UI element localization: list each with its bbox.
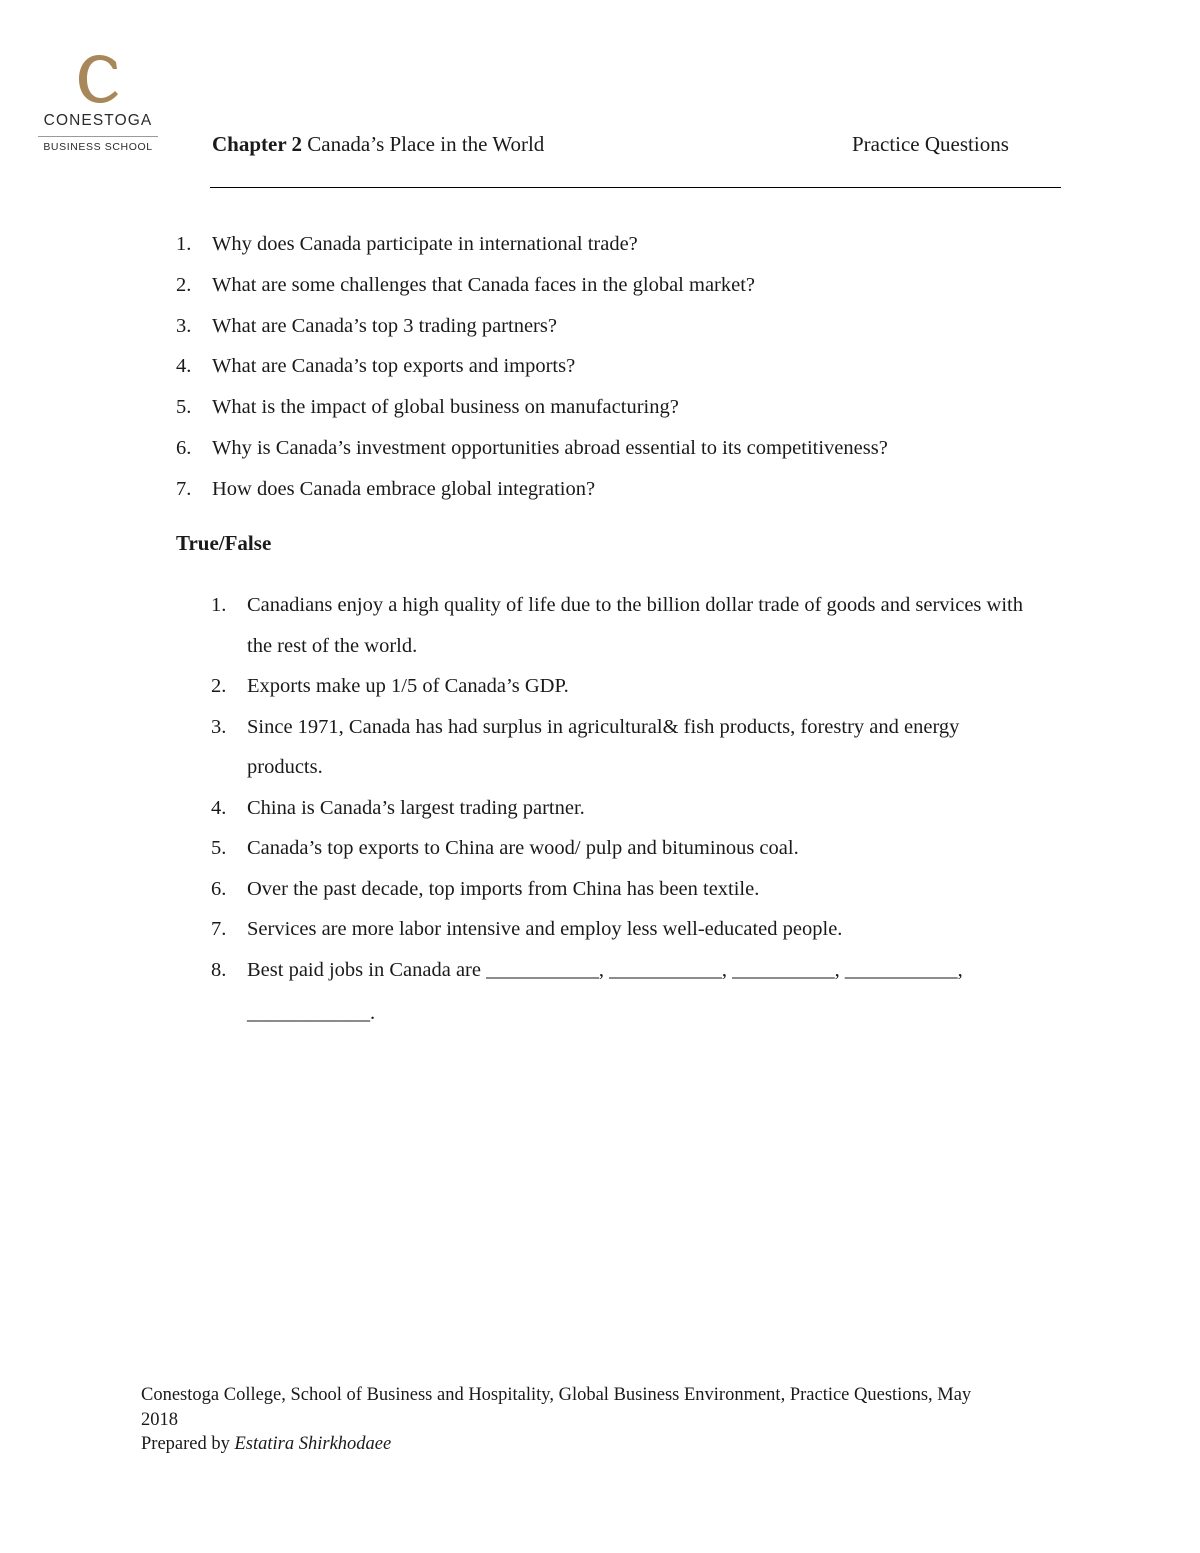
list-item bbox=[211, 909, 1031, 950]
footer-course-info: Conestoga College, School of Business and Hospitality, Global Business Environment, Practice Questions, May 2018 bbox=[141, 1385, 972, 1430]
list-item bbox=[211, 869, 1031, 910]
list-item bbox=[211, 828, 1031, 869]
question-text: How does Canada embrace global integration? bbox=[212, 477, 596, 500]
item-text: Exports make up 1/5 of Canada’s GDP. bbox=[247, 675, 569, 697]
list-item bbox=[176, 392, 888, 433]
item-number: 4. bbox=[211, 796, 227, 819]
header-divider bbox=[210, 187, 1061, 188]
question-number: 6. bbox=[176, 436, 192, 459]
item-number: 7. bbox=[211, 918, 227, 940]
item-number: 1. bbox=[211, 594, 227, 616]
footer-prepared-by bbox=[141, 1432, 1001, 1457]
page-header-title bbox=[212, 132, 544, 157]
item-text: Canada’s top exports to China are wood/ pulp and bituminous coal. bbox=[247, 837, 799, 859]
item-text: Canadians enjoy a high quality of life due to the billion dollar trade of goods and services with the rest of the world. bbox=[247, 594, 1023, 657]
question-number: 1. bbox=[176, 233, 192, 255]
question-number: 2. bbox=[176, 273, 192, 296]
question-text: What are some challenges that Canada faces in the global market? bbox=[212, 273, 756, 296]
fill-in-item bbox=[211, 950, 1031, 1034]
list-item bbox=[176, 433, 888, 474]
list-item bbox=[211, 585, 1031, 666]
chapter-title: Canada’s Place in the World bbox=[307, 132, 545, 156]
item-text: Services are more labor intensive and employ less well-educated people. bbox=[247, 918, 843, 940]
question-text: What are Canada’s top exports and imports? bbox=[212, 355, 576, 378]
question-text: What are Canada’s top 3 trading partners? bbox=[212, 314, 557, 337]
item-number: 8. bbox=[211, 958, 227, 981]
question-number: 3. bbox=[176, 314, 192, 337]
fill-in-blank: ____________. bbox=[247, 1002, 376, 1024]
item-number: 3. bbox=[211, 715, 227, 738]
list-item bbox=[176, 311, 888, 352]
list-item bbox=[211, 788, 1031, 829]
item-text: China is Canada’s largest trading partner. bbox=[247, 796, 585, 819]
chapter-label: Chapter 2 bbox=[212, 132, 303, 156]
list-item bbox=[176, 229, 888, 270]
list-item bbox=[176, 474, 888, 515]
item-number: 6. bbox=[211, 877, 227, 900]
logo-wordmark: CONESTOGA bbox=[43, 112, 153, 129]
list-item bbox=[211, 707, 1031, 788]
list-item bbox=[211, 666, 1031, 707]
list-item bbox=[176, 351, 888, 392]
question-number: 7. bbox=[176, 477, 192, 500]
header-right-label: Practice Questions bbox=[852, 132, 1009, 156]
prepared-by-label: Prepared by bbox=[141, 1434, 230, 1454]
question-text: Why does Canada participate in international trade? bbox=[212, 233, 638, 255]
logo-divider bbox=[38, 136, 158, 137]
fill-in-text: Best paid jobs in Canada are ___________, ___________, __________, ___________, bbox=[247, 958, 963, 981]
question-number: 4. bbox=[176, 355, 192, 378]
list-item bbox=[176, 270, 888, 311]
true-false-list bbox=[211, 585, 1031, 1034]
true-false-heading: True/False bbox=[176, 531, 272, 555]
item-text: Since 1971, Canada has had surplus in agricultural& fish products, forestry and energy products. bbox=[247, 715, 960, 778]
question-text: Why is Canada’s investment opportunities abroad essential to its competitiveness? bbox=[212, 436, 888, 459]
question-number: 5. bbox=[176, 396, 192, 419]
conestoga-c-logo-icon bbox=[76, 54, 122, 104]
logo-subtitle: BUSINESS SCHOOL bbox=[43, 141, 153, 153]
author-name: Estatira Shirkhodaee bbox=[234, 1434, 392, 1454]
item-number: 2. bbox=[211, 675, 227, 697]
question-text: What is the impact of global business on manufacturing? bbox=[212, 396, 679, 419]
page-footer bbox=[141, 1383, 1001, 1457]
item-number: 5. bbox=[211, 837, 227, 859]
question-list bbox=[176, 229, 888, 515]
item-text: Over the past decade, top imports from China has been textile. bbox=[247, 877, 760, 900]
